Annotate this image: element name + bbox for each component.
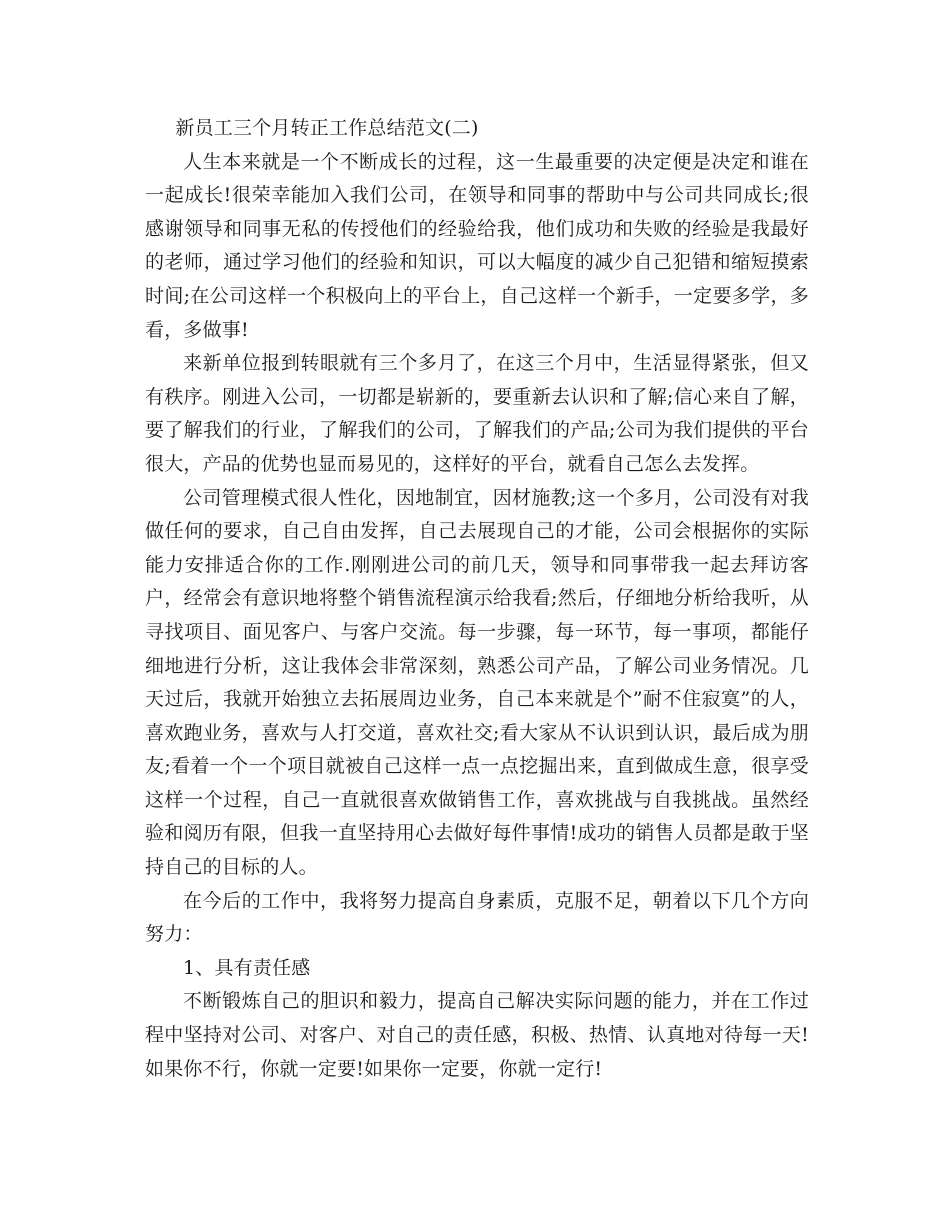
paragraph-growth: 人生本来就是一个不断成长的过程，这一生最重要的决定便是决定和谁在一起成长!很荣幸能加入我们公司，在领导和同事的帮助中与公司共同成长;很感谢领导和同事无私的传授他们的经验给我，他们成功和失败的经验是我最好的老师，通过学习他们的经验和知识，可以大幅度的减少自己犯错和缩短摸索时间;在公司这样一个积极向上的平台上，自己这样一个新手，一定要多学，多看，多做事! xyxy=(145,150,809,341)
heading-responsibility: 1、具有责任感 xyxy=(183,956,311,979)
paragraph-management: 公司管理模式很人性化，因地制宜，因材施教;这一个多月，公司没有对我做任何的要求，自己自由发挥，自己去展现自己的才能，公司会根据你的实际能力安排适合你的工作.刚刚进公司的前几天，领导和同事带我一起去拜访客户，经常会有意识地将整个销售流程演示给我看;然后，仔细地分析给我听，从寻找项目、面见客户、与客户交流。每一步骤，每一环节，每一事项，都能仔细地进行分析，这让我体会非常深刻，熟悉公司产品，了解公司业务情况。几天过后，我就开始独立去拓展周边业务，自己本来就是个”耐不住寂寞”的人，喜欢跑业务，喜欢与人打交道，喜欢社交;看大家从不认识到认识，最后成为朋友;看着一个一个项目就被自己这样一点一点挖掘出来，直到做成生意，很享受这样一个过程，自己一直就很喜欢做销售工作，喜欢挑战与自我挑战。虽然经验和阅历有限，但我一直坚持用心去做好每件事情!成功的销售人员都是敢于坚持自己的目标的人。 xyxy=(145,486,809,879)
document-title: 新员工三个月转正工作总结范文(二) xyxy=(175,117,479,139)
paragraph-future-direction: 在今后的工作中，我将努力提高自身素质，克服不足，朝着以下几个方向努力： xyxy=(145,889,809,946)
paragraph-responsibility: 不断锻炼自己的胆识和毅力，提高自己解决实际问题的能力，并在工作过程中坚持对公司、对客户、对自己的责任感，积极、热情、认真地对待每一天!如果你不行，你就一定要!如果你一定要，你就一定行! xyxy=(145,990,809,1080)
paragraph-three-months: 来新单位报到转眼就有三个多月了，在这三个月中，生活显得紧张，但又有秩序。刚进入公司，一切都是崭新的，要重新去认识和了解;信心来自了解，要了解我们的行业，了解我们的公司，了解我们的产品;公司为我们提供的平台很大，产品的优势也显而易见的，这样好的平台，就看自己怎么去发挥。 xyxy=(145,352,809,475)
document-page xyxy=(145,112,809,1086)
